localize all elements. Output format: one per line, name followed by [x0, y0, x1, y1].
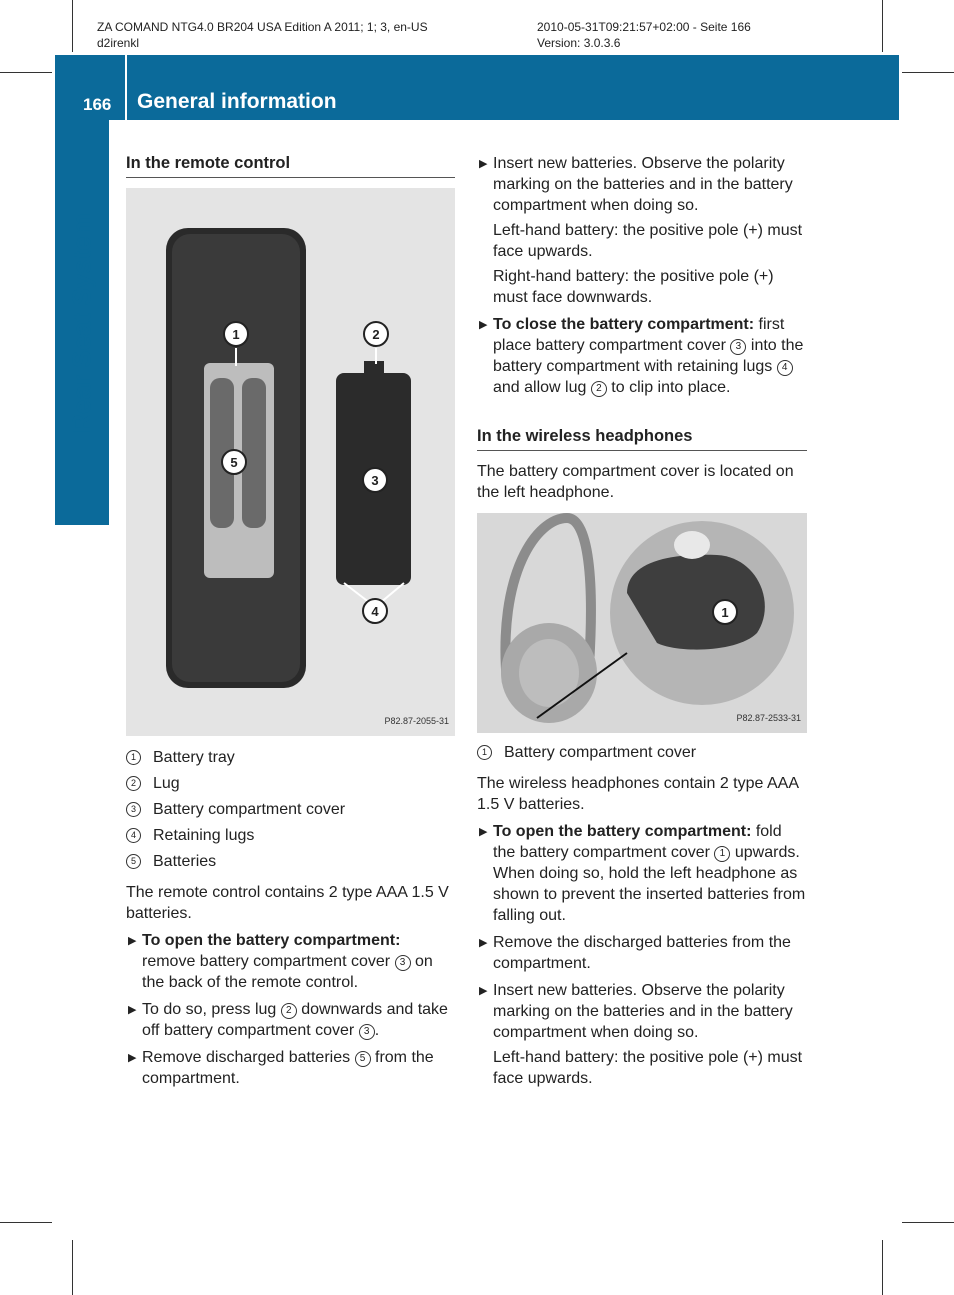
- crop-mark: [882, 1240, 883, 1295]
- step-text: on the back of the remote control.: [142, 953, 433, 991]
- step-text: Insert new batteries. Observe the polarity marking on the batteries and in the battery compartment when doing so.: [493, 155, 793, 214]
- step-text: into the battery compartment with retaining lugs: [493, 337, 804, 375]
- step-text: To do so, press lug: [142, 1001, 281, 1018]
- legend-text: Battery tray: [153, 748, 235, 766]
- print-meta-right: [537, 19, 751, 51]
- right-column: [477, 153, 807, 1089]
- legend-item: [126, 822, 455, 848]
- photo-code: P82.87-2533-31: [736, 713, 801, 723]
- step-text: from the compartment.: [142, 1049, 434, 1087]
- step-text: remove battery compartment cover: [142, 953, 395, 970]
- crop-mark: [902, 72, 954, 73]
- step-text: upwards. When doing so, hold the left headphone as shown to prevent the inserted batteries from falling out.: [493, 844, 806, 924]
- legend-item: [126, 796, 455, 822]
- instruction-step: [477, 314, 807, 398]
- page-number: 166: [83, 95, 112, 114]
- callout-2: [364, 322, 388, 346]
- step-text: Insert new batteries. Observe the polarity marking on the batteries and in the battery compartment when doing so.: [493, 982, 793, 1041]
- meta-line: Version: 3.0.3.6: [537, 36, 621, 50]
- step-arrow-icon: ▶: [479, 319, 488, 331]
- inline-callout: 2: [281, 1003, 297, 1019]
- legend-text: Batteries: [153, 852, 217, 870]
- step-arrow-icon: ▶: [479, 985, 488, 997]
- step-arrow-icon: ▶: [479, 826, 488, 838]
- legend-text: Battery compartment cover: [504, 743, 697, 761]
- step-arrow-icon: ▶: [128, 1052, 137, 1064]
- legend-item: [477, 739, 807, 765]
- step-text: Remove discharged batteries: [142, 1049, 355, 1066]
- legend-item: [126, 744, 455, 770]
- legend-number: 1: [477, 745, 492, 760]
- header-divider: [125, 55, 127, 120]
- instruction-step: [477, 153, 807, 216]
- instruction-step: [126, 930, 455, 993]
- inline-callout: 2: [591, 381, 607, 397]
- legend-number: 3: [126, 802, 141, 817]
- step-text: Remove the discharged batteries from the compartment.: [493, 934, 791, 972]
- instruction-step: [477, 932, 807, 974]
- step-note: Left-hand battery: the positive pole (+) must face upwards.: [493, 222, 803, 260]
- callout-4: [363, 599, 387, 623]
- chapter-label: Rear Seat System: [66, 213, 97, 433]
- inline-callout: 5: [355, 1051, 371, 1067]
- step-text: and allow lug: [493, 379, 591, 396]
- instruction-step: [477, 821, 807, 926]
- callout-1: [713, 600, 737, 624]
- left-column: [126, 153, 455, 1089]
- step-bold: To open the battery compartment:: [493, 823, 752, 840]
- svg-text:5: 5: [230, 455, 238, 470]
- svg-text:1: 1: [721, 605, 729, 620]
- step-text: first place battery compartment cover: [493, 316, 785, 354]
- inline-callout: 4: [777, 360, 793, 376]
- meta-line: ZA COMAND NTG4.0 BR204 USA Edition A 2011; 1; 3, en-US: [97, 20, 428, 34]
- step-arrow-icon: ▶: [479, 158, 488, 170]
- step-note: Left-hand battery: the positive pole (+) must face upwards.: [493, 1049, 803, 1087]
- step-text: .: [374, 1022, 380, 1039]
- svg-text:3: 3: [371, 473, 379, 488]
- step-text: downwards and take off battery compartment cover: [142, 1001, 448, 1039]
- intro-paragraph: The battery compartment cover is located on the left headphone.: [477, 463, 794, 501]
- legend-text: Retaining lugs: [153, 826, 255, 844]
- legend-number: 2: [126, 776, 141, 791]
- intro-paragraph: The remote control contains 2 type AAA 1.5 V batteries.: [126, 884, 449, 922]
- body-paragraph: The wireless headphones contain 2 type AAA 1.5 V batteries.: [477, 775, 799, 813]
- remote-control-photo: [126, 188, 455, 736]
- legend-list: [126, 744, 455, 874]
- step-arrow-icon: ▶: [128, 1004, 137, 1016]
- legend-number: 1: [126, 750, 141, 765]
- page-header: [55, 55, 899, 120]
- instruction-step: [126, 999, 455, 1041]
- step-text: fold the battery compartment cover: [493, 823, 782, 861]
- callout-3: [363, 468, 387, 492]
- meta-line: d2irenkl: [97, 36, 140, 50]
- crop-mark: [72, 1240, 73, 1295]
- svg-text:2: 2: [372, 327, 380, 342]
- headphones-photo: [477, 513, 807, 733]
- inline-callout: 3: [730, 339, 746, 355]
- legend-text: Battery compartment cover: [153, 800, 346, 818]
- callout-1: [224, 322, 248, 346]
- step-bold: To close the battery compartment:: [493, 316, 755, 333]
- crop-mark: [0, 1222, 52, 1223]
- crop-mark: [902, 1222, 954, 1223]
- page-title: General information: [137, 90, 337, 113]
- step-bold: To open the battery compartment:: [142, 932, 401, 949]
- crop-mark: [72, 0, 73, 52]
- legend-number: 4: [126, 828, 141, 843]
- photo-code: P82.87-2055-31: [384, 716, 449, 726]
- step-arrow-icon: ▶: [479, 937, 488, 949]
- callout-5: [222, 450, 246, 474]
- crop-mark: [0, 72, 52, 73]
- legend-item: [126, 770, 455, 796]
- instruction-step: [126, 1047, 455, 1089]
- step-note: Right-hand battery: the positive pole (+) must face downwards.: [493, 268, 774, 306]
- legend-number: 5: [126, 854, 141, 869]
- meta-line: 2010-05-31T09:21:57+02:00 - Seite 166: [537, 20, 751, 34]
- headphones-illustration: [477, 513, 807, 733]
- crop-mark: [882, 0, 883, 52]
- inline-callout: 3: [359, 1024, 375, 1040]
- remote-control-illustration: [126, 188, 455, 736]
- step-arrow-icon: ▶: [128, 935, 137, 947]
- print-meta-left: [97, 19, 428, 51]
- legend-item: [126, 848, 455, 874]
- legend-text: Lug: [153, 774, 180, 792]
- svg-text:4: 4: [371, 604, 379, 619]
- instruction-step: [477, 980, 807, 1043]
- inline-callout: 1: [714, 846, 730, 862]
- section-heading: In the remote control: [126, 153, 455, 178]
- inline-callout: 3: [395, 955, 411, 971]
- step-text: to clip into place.: [606, 379, 731, 396]
- svg-text:1: 1: [232, 327, 240, 342]
- section-heading: In the wireless headphones: [477, 426, 807, 451]
